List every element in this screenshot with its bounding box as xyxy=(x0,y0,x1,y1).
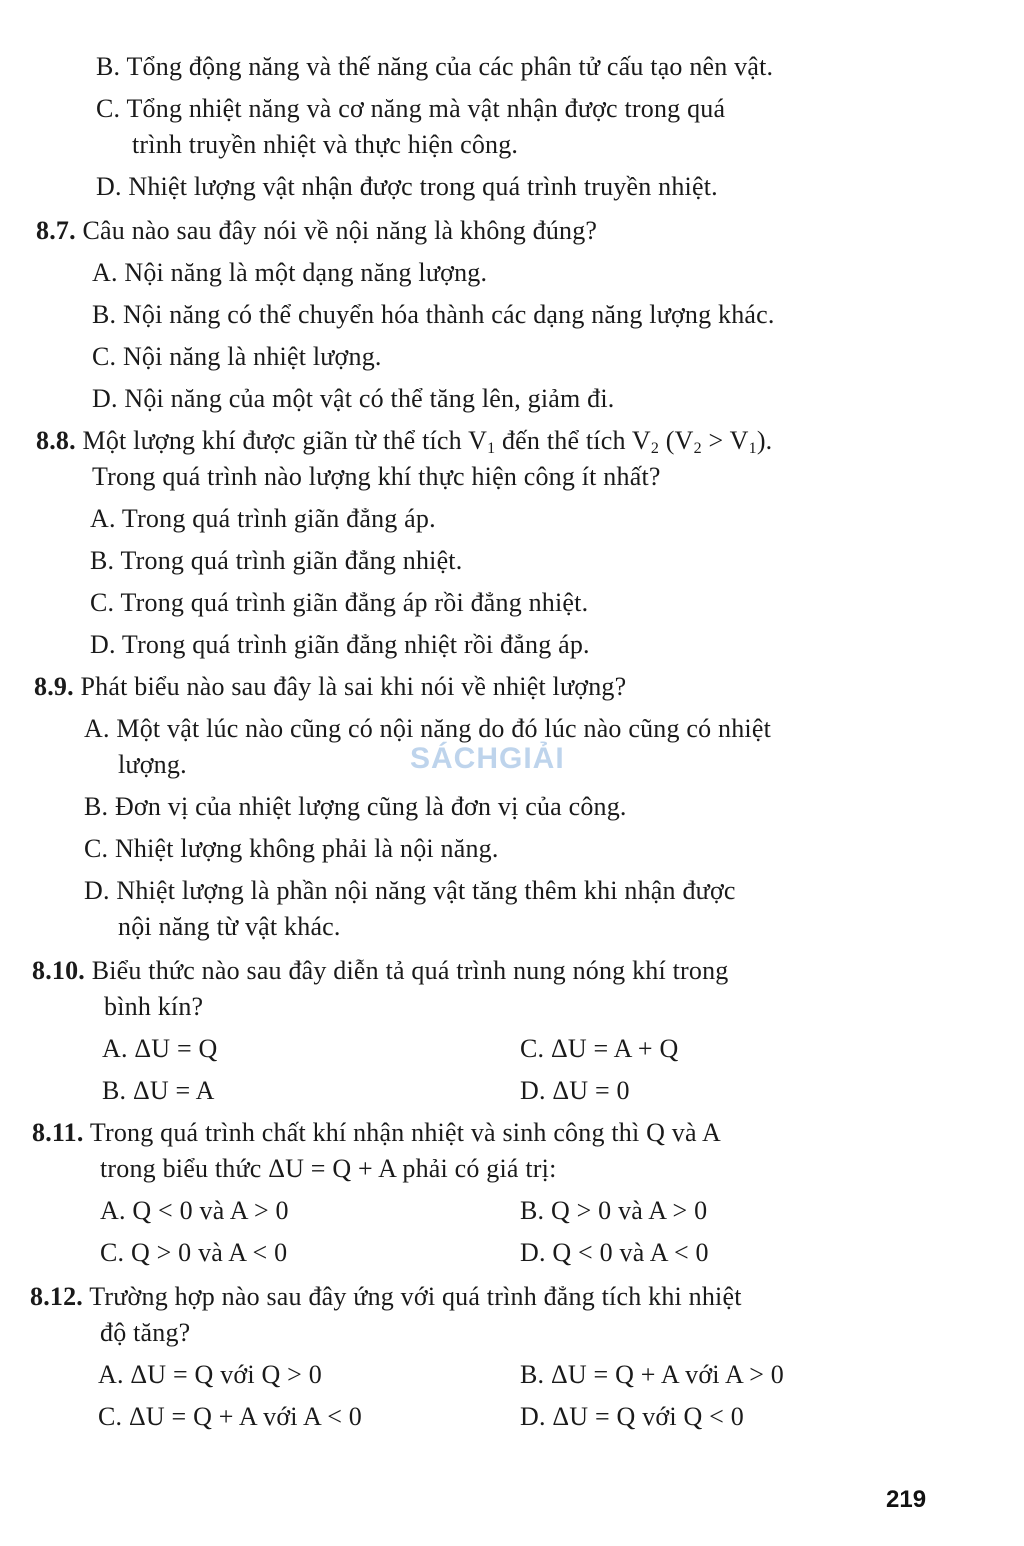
option-b-q88: B. Trong quá trình giãn đẳng nhiệt. xyxy=(90,546,463,575)
option-d-q87: D. Nội năng của một vật có thể tăng lên, giảm đi. xyxy=(92,384,615,413)
option-a-q810: A. ΔU = Q xyxy=(102,1034,218,1063)
watermark-logo: SÁCHGIẢI xyxy=(410,742,565,775)
subscript: 1 xyxy=(748,440,757,457)
option-b-q812: B. ΔU = Q + A với A > 0 xyxy=(520,1360,784,1389)
option-a-q811: A. Q < 0 và A > 0 xyxy=(100,1196,289,1225)
question-number: 8.9. xyxy=(34,672,74,701)
question-8-12-line2: độ tăng? xyxy=(100,1318,191,1347)
option-b-q89: B. Đơn vị của nhiệt lượng cũng là đơn vị của công. xyxy=(84,792,627,821)
question-8-8-line1 xyxy=(36,424,772,458)
question-text-d: > V xyxy=(701,426,749,455)
question-8-10-line1 xyxy=(32,954,728,988)
option-c-q88: C. Trong quá trình giãn đẳng áp rồi đẳng nhiệt. xyxy=(90,588,589,617)
option-c-q89: C. Nhiệt lượng không phải là nội năng. xyxy=(84,834,499,863)
question-8-10-line2: bình kín? xyxy=(104,992,204,1021)
option-c-q86-line2: trình truyền nhiệt và thực hiện công. xyxy=(132,130,519,159)
option-d-q86: D. Nhiệt lượng vật nhận được trong quá trình truyền nhiệt. xyxy=(96,172,718,201)
option-a-q89-line1: A. Một vật lúc nào cũng có nội năng do đó lúc nào cũng có nhiệt xyxy=(84,714,772,743)
question-number: 8.10. xyxy=(32,956,85,985)
option-b-q811: B. Q > 0 và A > 0 xyxy=(520,1196,708,1225)
question-text-c: (V xyxy=(659,426,694,455)
option-c-q87: C. Nội năng là nhiệt lượng. xyxy=(92,342,382,371)
option-d-q89-line1: D. Nhiệt lượng là phần nội năng vật tăng thêm khi nhận được xyxy=(84,876,736,905)
subscript: 2 xyxy=(650,440,660,457)
page-number: 219 xyxy=(886,1486,927,1513)
option-c-q812: C. ΔU = Q + A với A < 0 xyxy=(98,1402,362,1431)
option-a-q88: A. Trong quá trình giãn đẳng áp. xyxy=(90,504,436,533)
question-8-7 xyxy=(36,214,597,248)
option-a-q89-line2: lượng. xyxy=(118,750,187,779)
question-8-9 xyxy=(34,670,626,704)
question-text-a: Một lượng khí được giãn từ thể tích V xyxy=(82,426,488,455)
question-8-11-line2: trong biểu thức ΔU = Q + A phải có giá trị: xyxy=(100,1154,557,1183)
option-d-q812: D. ΔU = Q với Q < 0 xyxy=(520,1402,744,1431)
question-text: Trong quá trình chất khí nhận nhiệt và sinh công thì Q và A xyxy=(89,1118,721,1147)
question-8-8-line2: Trong quá trình nào lượng khí thực hiện công ít nhất? xyxy=(92,462,661,491)
option-d-q88: D. Trong quá trình giãn đẳng nhiệt rồi đẳng áp. xyxy=(90,630,590,659)
option-c-q811: C. Q > 0 và A < 0 xyxy=(100,1238,288,1267)
question-text: Phát biểu nào sau đây là sai khi nói về nhiệt lượng? xyxy=(80,672,627,701)
option-d-q89-line2: nội năng từ vật khác. xyxy=(118,912,341,941)
question-number: 8.8. xyxy=(36,426,76,455)
question-text: Câu nào sau đây nói về nội năng là không đúng? xyxy=(82,216,598,245)
option-a-q812: A. ΔU = Q với Q > 0 xyxy=(98,1360,322,1389)
question-number: 8.11. xyxy=(32,1118,84,1147)
option-b-q87: B. Nội năng có thể chuyển hóa thành các dạng năng lượng khác. xyxy=(92,300,775,329)
question-8-12-line1 xyxy=(30,1280,742,1314)
question-text-b: đến thể tích V xyxy=(495,426,651,455)
option-c-q86-line1: C. Tổng nhiệt năng và cơ năng mà vật nhận được trong quá xyxy=(96,94,726,123)
option-a-q87: A. Nội năng là một dạng năng lượng. xyxy=(92,258,488,287)
option-b-q86: B. Tổng động năng và thế năng của các phân tử cấu tạo nên vật. xyxy=(96,52,774,81)
subscript: 1 xyxy=(487,440,496,457)
option-d-q810: D. ΔU = 0 xyxy=(520,1076,630,1105)
option-d-q811: D. Q < 0 và A < 0 xyxy=(520,1238,709,1267)
option-b-q810: B. ΔU = A xyxy=(102,1076,215,1105)
question-8-11-line1 xyxy=(32,1116,721,1150)
question-number: 8.12. xyxy=(30,1282,83,1311)
question-text-e: ). xyxy=(756,426,773,455)
question-number: 8.7. xyxy=(36,216,76,245)
question-text: Trường hợp nào sau đây ứng với quá trình đẳng tích khi nhiệt xyxy=(89,1282,742,1311)
subscript: 2 xyxy=(693,440,702,457)
option-c-q810: C. ΔU = A + Q xyxy=(520,1034,679,1063)
question-text: Biểu thức nào sau đây diễn tả quá trình nung nóng khí trong xyxy=(91,956,729,985)
